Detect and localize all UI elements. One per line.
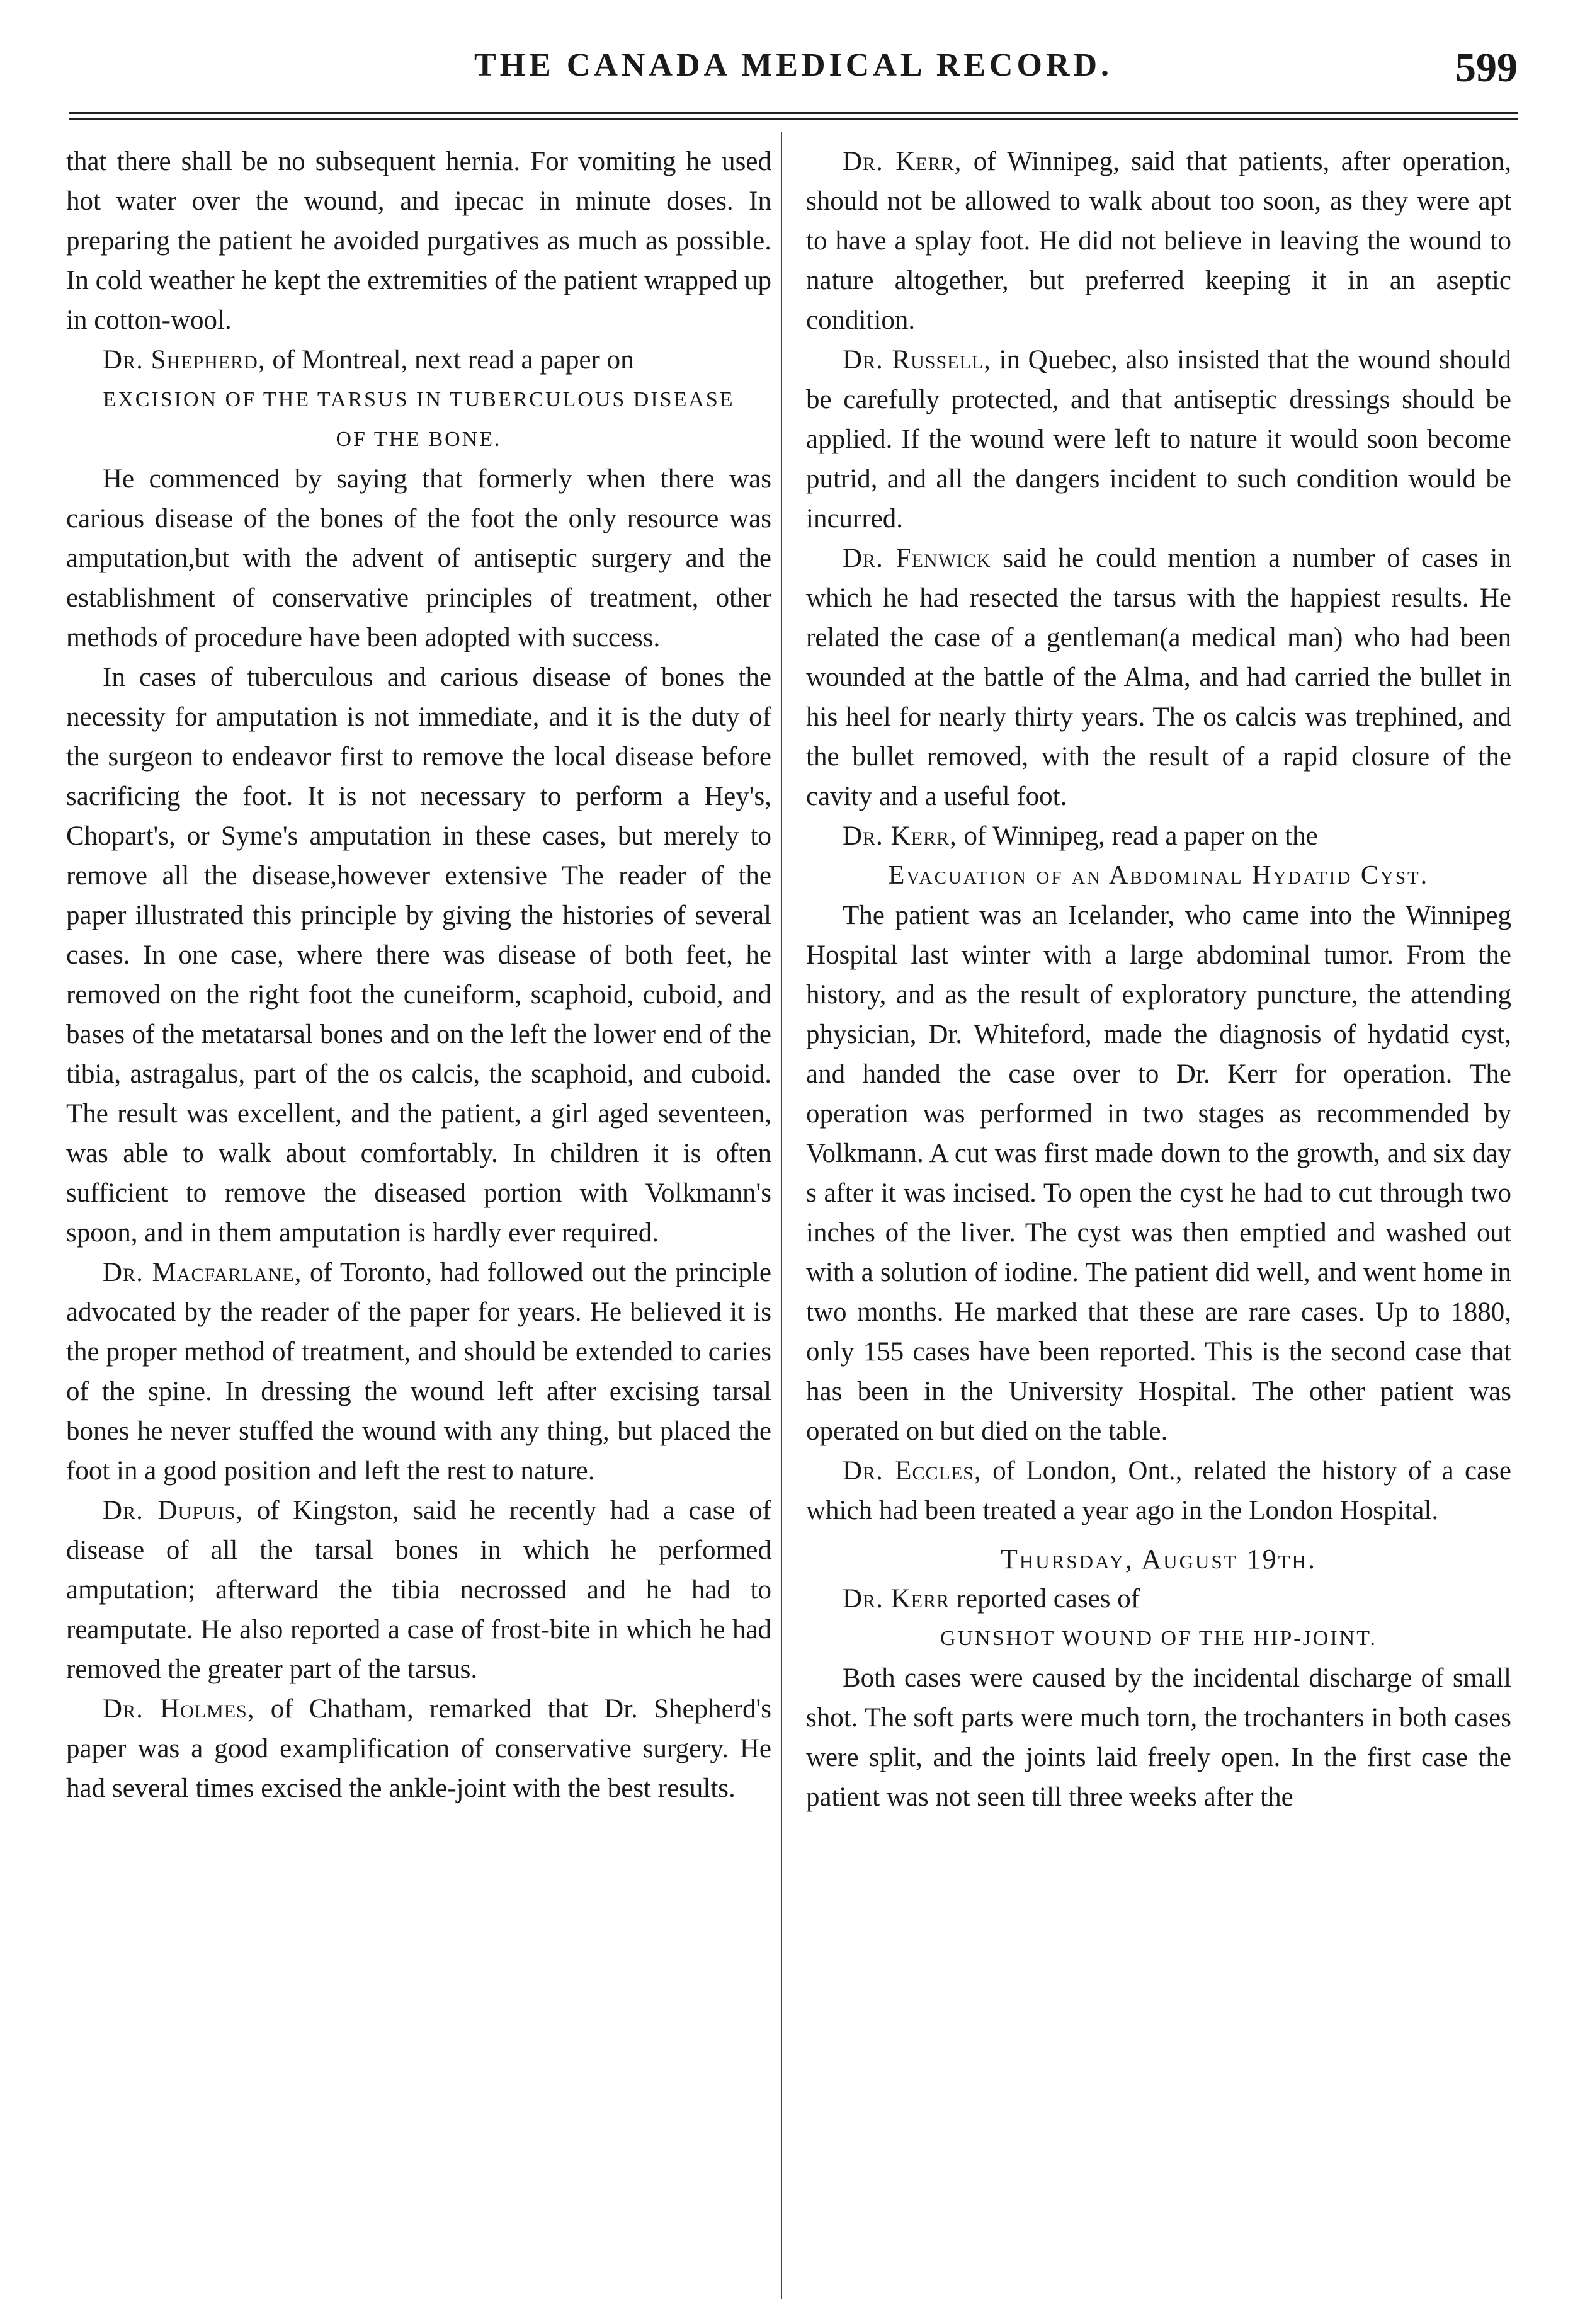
speaker-name: Dr. Fenwick: [843, 544, 991, 573]
paragraph-text: of Winnipeg, read a paper on the: [957, 821, 1318, 851]
speaker-name: Dr. Eccles,: [843, 1456, 982, 1486]
speaker-name: Dr. Russell,: [843, 345, 991, 375]
speaker-name: Dr. Kerr,: [843, 821, 957, 851]
paragraph: that there shall be no subsequent hernia. For vomiting he used hot water over the wound, and ipecac in minute doses. In preparing the patient he avoided purgatives as much as possible. In cold weather he kept the extremities of the patient wrapped up in cotton-wool.: [66, 147, 771, 335]
paragraph-text: reported cases of: [949, 1584, 1140, 1614]
left-column: [66, 142, 771, 1808]
paragraph-text: said he could mention a number of cases in which he had resected the tarsus with the happiest results. He related the case of a gentleman(a medical man) who had been wounded at the battle of the Alma, and had carried the bullet in his heel for nearly thirty years. The os calcis was trephined, and the bullet removed, with the result of a rapid closure of the cavity and a useful foot.: [806, 544, 1511, 811]
paragraph-text: of London, Ont., related the history of a case which had been treated a year ago in the London Hospital.: [806, 1456, 1511, 1525]
paragraph-text: in Quebec, also insisted that the wound should be carefully protected, and that antiseptic dressings should be applied. If the wound were left to nature it would soon become putrid, and all the dangers incident to such condition would be incurred.: [806, 345, 1511, 533]
paragraph-text: of Montreal, next read a paper on: [265, 345, 634, 375]
paragraph: [66, 1491, 771, 1689]
paragraph: In cases of tuberculous and carious disease of bones the necessity for amputation is not immediate, and it is the duty of the surgeon to endeavor first to remove the local disease before sacrificing the foot. It is not necessary to perform a Hey's, Chopart's, or Syme's amputation in these cases, but merely to remove all the disease,however extensive The reader of the paper illustrated this principle by giving the histories of several cases. In one case, where there was disease of both feet, he removed on the right foot the cuneiform, scaphoid, cuboid, and bases of the metatarsal bones and on the left the lower end of the tibia, astragalus, part of the os calcis, the scaphoid, and cuboid. The result was excellent, and the patient, a girl aged seventeen, was able to walk about comfortably. In children it is often sufficient to remove the diseased portion with Volkmann's spoon, and in them amputation is hardly ever required.: [66, 663, 771, 1248]
header-rule-thin: [69, 118, 1518, 120]
section-heading: Evacuation of an Abdominal Hydatid Cyst.: [888, 861, 1429, 890]
speaker-name: Dr. Kerr,: [843, 147, 962, 176]
paragraph: [806, 816, 1511, 856]
paragraph: [806, 142, 1511, 340]
speaker-name: Dr. Macfarlane,: [103, 1258, 302, 1287]
paragraph: [66, 1253, 771, 1491]
right-column: [806, 142, 1511, 1817]
paragraph: [806, 538, 1511, 816]
paragraph-text: of Kingston, said he recently had a case of disease of all the tarsal bones in which he performed amputation; afterward the tibia necrossed and he had to reamputate. He also reported a case of frost-bite in which he had removed the greater part of the tarsus.: [66, 1496, 771, 1684]
paragraph: [66, 1689, 771, 1808]
paragraph: He commenced by saying that formerly when there was carious disease of the bones of the foot the only resource was amputation,but with the advent of antiseptic surgery and the establishment of conservative principles of treatment, other methods of procedure have been adopted with success.: [66, 464, 771, 652]
speaker-name: Dr. Dupuis,: [103, 1496, 244, 1525]
paragraph-text: of Winnipeg, said that patients, after operation, should not be allowed to walk about too soon, as they were apt to have a splay foot. He did not believe in leaving the wound to nature altogether, but preferred keeping it in an aseptic condition.: [806, 147, 1511, 335]
date-heading: Thursday, August 19th.: [1001, 1544, 1317, 1575]
page-number: 599: [1455, 45, 1518, 91]
speaker-name: Dr. Kerr: [843, 1584, 950, 1614]
paragraph: Both cases were caused by the incidental discharge of small shot. The soft parts were much torn, the trochanters in both cases were split, and the joints laid freely open. In the first case the patient was not seen till three weeks after the: [806, 1663, 1511, 1812]
paragraph-text: of Chatham, remarked that Dr. Shepherd's paper was a good examplification of conservative surgery. He had several times excised the ankle-joint with the best results.: [66, 1694, 771, 1803]
speaker-name: Dr. Shepherd,: [103, 345, 266, 375]
paragraph: The patient was an Icelander, who came into the Winnipeg Hospital last winter with a large abdominal tumor. From the history, and as the result of exploratory puncture, the attending physician, Dr. Whiteford, made the diagnosis of hydatid cyst, and handed the case over to Dr. Kerr for operation. The operation was performed in two stages as recommended by Volkmann. A cut was first made down to the growth, and six day s after it was incised. To open the cyst he had to cut through two inches of the liver. The cyst was then emptied and washed out with a solution of iodine. The patient did well, and went home in two months. He marked that these are rare cases. Up to 1880, only 155 cases have been reported. This is the second case that has been in the University Hospital. The other patient was operated on but died on the table.: [806, 901, 1511, 1446]
speaker-name: Dr. Holmes,: [103, 1694, 255, 1724]
paragraph: [806, 1451, 1511, 1530]
running-head: [69, 44, 1518, 113]
paragraph: [806, 340, 1511, 538]
paragraph-text: of Toronto, had followed out the principle advocated by the reader of the paper for years. He believed it is the proper method of treatment, and should be extended to caries of the spine. In dressing the wound left after excising tarsal bones he never stuffed the wound with any thing, but placed the foot in a good position and left the rest to nature.: [66, 1258, 771, 1486]
section-heading: GUNSHOT WOUND OF THE HIP-JOINT.: [940, 1627, 1377, 1650]
journal-title: THE CANADA MEDICAL RECORD.: [474, 47, 1113, 83]
section-heading-line: OF THE BONE.: [336, 428, 502, 451]
paragraph: [66, 340, 771, 380]
column-divider: [781, 132, 782, 2299]
header-rule: [69, 112, 1518, 114]
section-heading-line: EXCISION OF THE TARSUS IN TUBERCULOUS DISEASE: [103, 388, 735, 411]
section-heading: [66, 380, 771, 459]
paragraph: [806, 1579, 1511, 1619]
